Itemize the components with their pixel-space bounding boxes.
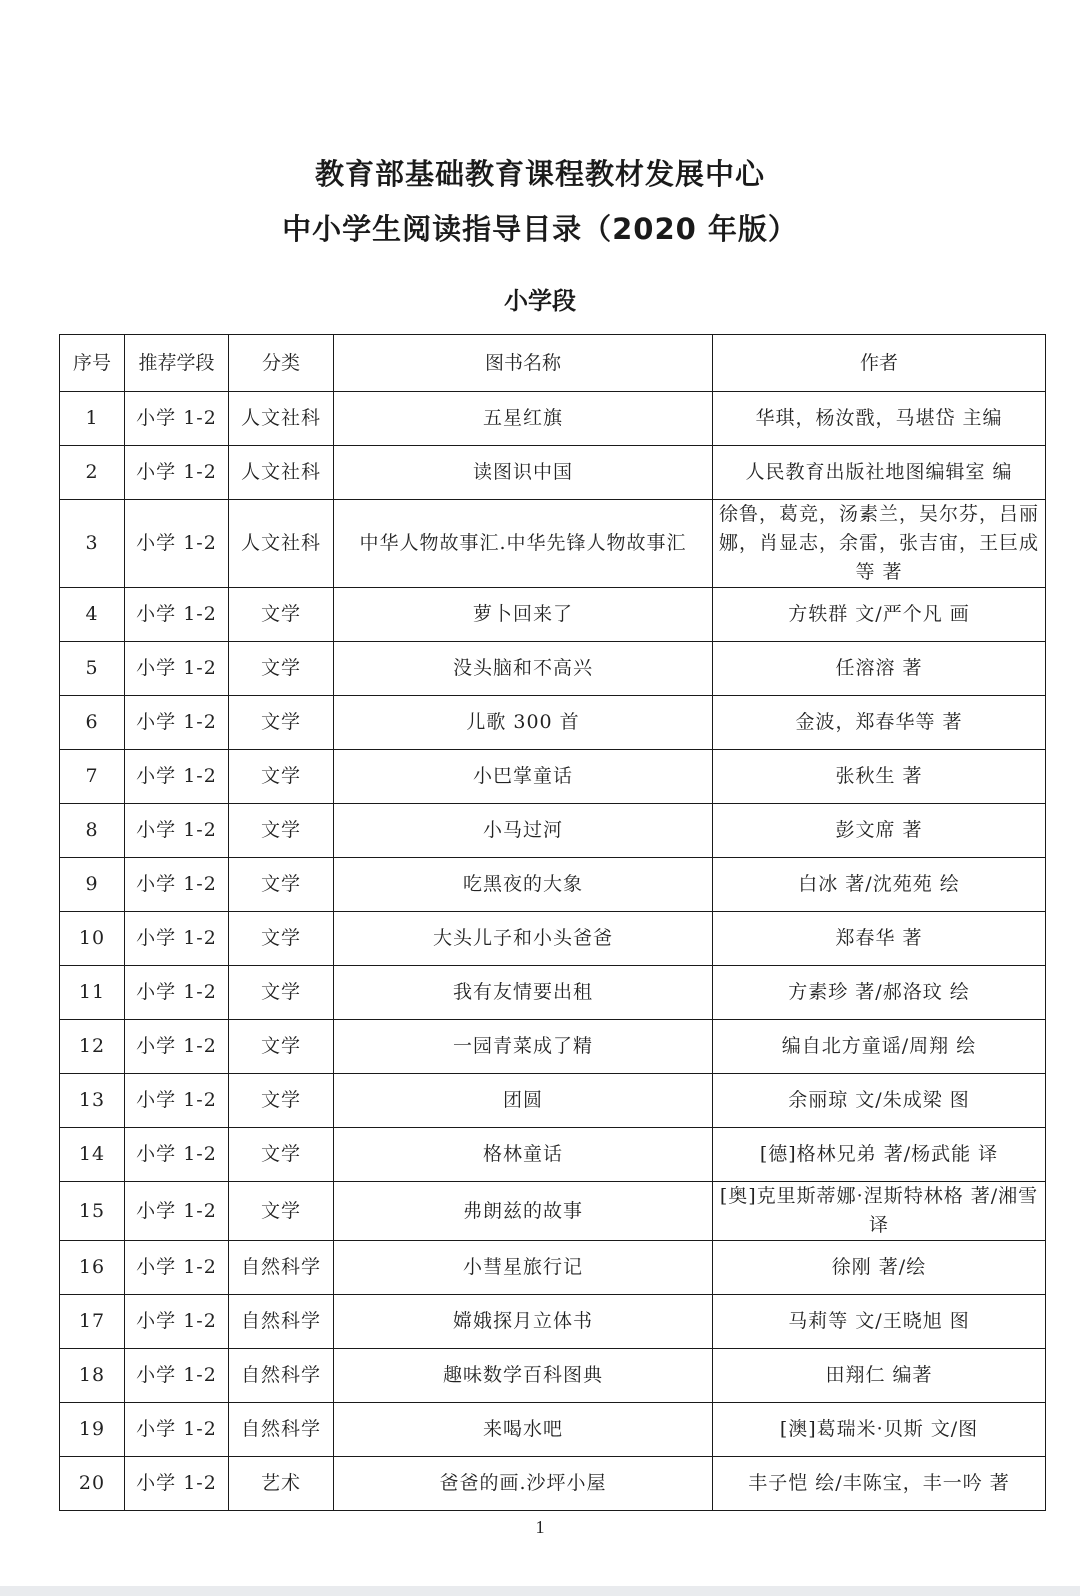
cell-grade: 小学 1-2: [125, 750, 229, 804]
cell-category: 文学: [229, 1128, 334, 1182]
cell-grade: 小学 1-2: [125, 392, 229, 446]
cell-grade: 小学 1-2: [125, 804, 229, 858]
cell-book-title: 嫦娥探月立体书: [334, 1295, 713, 1349]
cell-grade: 小学 1-2: [125, 446, 229, 500]
cell-grade: 小学 1-2: [125, 858, 229, 912]
cell-book-title: 吃黑夜的大象: [334, 858, 713, 912]
cell-number: 3: [60, 500, 125, 588]
cell-category: 文学: [229, 1074, 334, 1128]
cell-book-title: 小马过河: [334, 804, 713, 858]
table-row: [60, 858, 1046, 912]
cell-author: [德]格林兄弟 著/杨武能 译: [713, 1128, 1046, 1182]
cell-number: 16: [60, 1241, 125, 1295]
table-row: [60, 1241, 1046, 1295]
cell-book-title: 大头儿子和小头爸爸: [334, 912, 713, 966]
table-row: [60, 1403, 1046, 1457]
table-row: [60, 1349, 1046, 1403]
cell-book-title: 五星红旗: [334, 392, 713, 446]
cell-author: 金波，郑春华等 著: [713, 696, 1046, 750]
table-row: [60, 1295, 1046, 1349]
table-row: [60, 446, 1046, 500]
table-row: [60, 696, 1046, 750]
cell-category: 文学: [229, 642, 334, 696]
cell-category: 文学: [229, 912, 334, 966]
viewer-background: [0, 1586, 1080, 1596]
table-header-row: [60, 335, 1046, 392]
cell-book-title: 团圆: [334, 1074, 713, 1128]
table-row: [60, 1020, 1046, 1074]
table-row: [60, 804, 1046, 858]
cell-number: 11: [60, 966, 125, 1020]
column-header-title: 图书名称: [334, 335, 713, 392]
cell-grade: 小学 1-2: [125, 642, 229, 696]
cell-grade: 小学 1-2: [125, 1349, 229, 1403]
table-row: [60, 500, 1046, 588]
cell-author: [澳]葛瑞米·贝斯 文/图: [713, 1403, 1046, 1457]
cell-category: 文学: [229, 804, 334, 858]
cell-number: 13: [60, 1074, 125, 1128]
cell-number: 12: [60, 1020, 125, 1074]
table-row: [60, 1457, 1046, 1511]
table-row: [60, 1074, 1046, 1128]
cell-number: 9: [60, 858, 125, 912]
cell-author: 华琪，杨汝戬，马堪岱 主编: [713, 392, 1046, 446]
cell-category: 自然科学: [229, 1349, 334, 1403]
cell-category: 文学: [229, 750, 334, 804]
cell-book-title: 爸爸的画.沙坪小屋: [334, 1457, 713, 1511]
cell-author: 彭文席 著: [713, 804, 1046, 858]
cell-grade: 小学 1-2: [125, 588, 229, 642]
column-header-author: 作者: [713, 335, 1046, 392]
cell-number: 8: [60, 804, 125, 858]
page-number: 1: [535, 1517, 545, 1537]
cell-book-title: 读图识中国: [334, 446, 713, 500]
cell-grade: 小学 1-2: [125, 500, 229, 588]
cell-author: 余丽琼 文/朱成梁 图: [713, 1074, 1046, 1128]
table-row: [60, 642, 1046, 696]
cell-number: 1: [60, 392, 125, 446]
table-body: [60, 392, 1046, 1511]
cell-author: 徐鲁，葛竞，汤素兰，吴尔芬，吕丽娜，肖显志，余雷，张吉宙，王巨成等 著: [713, 500, 1046, 588]
cell-author: 白冰 著/沈苑苑 绘: [713, 858, 1046, 912]
cell-book-title: 儿歌 300 首: [334, 696, 713, 750]
cell-grade: 小学 1-2: [125, 1241, 229, 1295]
cell-author: [奥]克里斯蒂娜·涅斯特林格 著/湘雪 译: [713, 1182, 1046, 1241]
cell-grade: 小学 1-2: [125, 1403, 229, 1457]
reading-list-table: [59, 334, 1046, 1511]
cell-number: 2: [60, 446, 125, 500]
cell-grade: 小学 1-2: [125, 1128, 229, 1182]
table-row: [60, 912, 1046, 966]
cell-author: 马莉等 文/王晓旭 图: [713, 1295, 1046, 1349]
cell-book-title: 小巴掌童话: [334, 750, 713, 804]
cell-grade: 小学 1-2: [125, 1182, 229, 1241]
cell-book-title: 一园青菜成了精: [334, 1020, 713, 1074]
cell-number: 15: [60, 1182, 125, 1241]
cell-category: 文学: [229, 1020, 334, 1074]
cell-grade: 小学 1-2: [125, 1020, 229, 1074]
cell-number: 14: [60, 1128, 125, 1182]
cell-grade: 小学 1-2: [125, 696, 229, 750]
cell-category: 文学: [229, 966, 334, 1020]
cell-number: 6: [60, 696, 125, 750]
cell-author: 编自北方童谣/周翔 绘: [713, 1020, 1046, 1074]
cell-category: 自然科学: [229, 1403, 334, 1457]
cell-number: 7: [60, 750, 125, 804]
table-row: [60, 966, 1046, 1020]
cell-number: 20: [60, 1457, 125, 1511]
cell-grade: 小学 1-2: [125, 1074, 229, 1128]
cell-category: 文学: [229, 588, 334, 642]
cell-author: 张秋生 著: [713, 750, 1046, 804]
column-header-number: 序号: [60, 335, 125, 392]
cell-author: 徐刚 著/绘: [713, 1241, 1046, 1295]
page-title: 教育部基础教育课程教材发展中心: [314, 157, 765, 191]
cell-category: 人文社科: [229, 392, 334, 446]
cell-author: 方素珍 著/郝洛玟 绘: [713, 966, 1046, 1020]
cell-book-title: 中华人物故事汇.中华先锋人物故事汇: [334, 500, 713, 588]
cell-author: 任溶溶 著: [713, 642, 1046, 696]
cell-book-title: 趣味数学百科图典: [334, 1349, 713, 1403]
cell-book-title: 来喝水吧: [334, 1403, 713, 1457]
cell-grade: 小学 1-2: [125, 912, 229, 966]
section-heading: 小学段: [504, 287, 576, 315]
cell-book-title: 我有友情要出租: [334, 966, 713, 1020]
cell-book-title: 弗朗兹的故事: [334, 1182, 713, 1241]
cell-category: 自然科学: [229, 1295, 334, 1349]
cell-category: 人文社科: [229, 446, 334, 500]
cell-author: 人民教育出版社地图编辑室 编: [713, 446, 1046, 500]
table-row: [60, 750, 1046, 804]
cell-number: 5: [60, 642, 125, 696]
cell-number: 19: [60, 1403, 125, 1457]
cell-book-title: 没头脑和不高兴: [334, 642, 713, 696]
cell-book-title: 小彗星旅行记: [334, 1241, 713, 1295]
cell-author: 郑春华 著: [713, 912, 1046, 966]
cell-category: 人文社科: [229, 500, 334, 588]
cell-book-title: 格林童话: [334, 1128, 713, 1182]
cell-number: 17: [60, 1295, 125, 1349]
column-header-grade: 推荐学段: [125, 335, 229, 392]
cell-category: 艺术: [229, 1457, 334, 1511]
cell-author: 田翔仁 编著: [713, 1349, 1046, 1403]
cell-number: 18: [60, 1349, 125, 1403]
cell-grade: 小学 1-2: [125, 966, 229, 1020]
table-row: [60, 1182, 1046, 1241]
cell-grade: 小学 1-2: [125, 1457, 229, 1511]
cell-number: 10: [60, 912, 125, 966]
cell-author: 丰子恺 绘/丰陈宝，丰一吟 著: [713, 1457, 1046, 1511]
cell-author: 方轶群 文/严个凡 画: [713, 588, 1046, 642]
cell-category: 文学: [229, 858, 334, 912]
cell-category: 文学: [229, 696, 334, 750]
table-row: [60, 392, 1046, 446]
column-header-category: 分类: [229, 335, 334, 392]
cell-category: 自然科学: [229, 1241, 334, 1295]
cell-book-title: 萝卜回来了: [334, 588, 713, 642]
cell-category: 文学: [229, 1182, 334, 1241]
table-row: [60, 588, 1046, 642]
cell-number: 4: [60, 588, 125, 642]
page-subtitle: 中小学生阅读指导目录（2020 年版）: [282, 212, 798, 246]
table-row: [60, 1128, 1046, 1182]
cell-grade: 小学 1-2: [125, 1295, 229, 1349]
